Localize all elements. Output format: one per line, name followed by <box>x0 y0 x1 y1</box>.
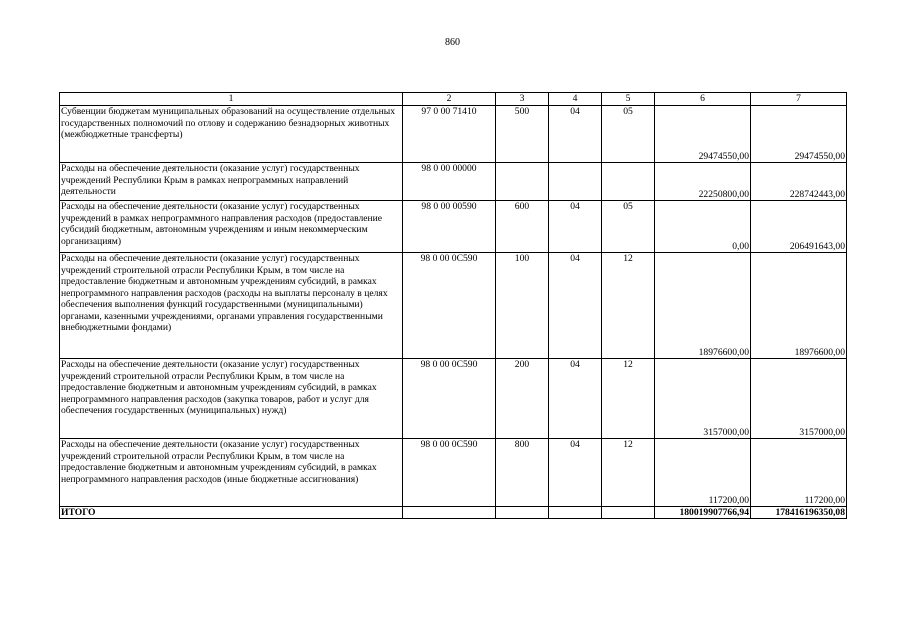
row-subsection: 05 <box>602 106 655 163</box>
total-empty-cell <box>496 507 549 519</box>
row-amount-col6: 29474550,00 <box>655 106 751 163</box>
row-amount-col7: 29474550,00 <box>751 106 847 163</box>
total-amount-col7: 178416196350,08 <box>751 507 847 519</box>
row-expense-type: 500 <box>496 106 549 163</box>
row-name: Расходы на обеспечение деятельности (оказание услуг) государственных учреждений строительной отрасли Республики Крым, в том числе на предоставление бюджетным и автономным учреждениям субсидий, в рамках непрограммного направления расходов (расходы на выплаты персоналу в целях обеспечения выполнения функций государственными (муниципальными) органами, казенными учреждениями, органами управления государственными внебюджетными фондами) <box>60 253 403 359</box>
total-row <box>60 507 847 519</box>
column-header: 5 <box>602 93 655 106</box>
row-amount-col6: 3157000,00 <box>655 359 751 439</box>
row-subsection: 05 <box>602 201 655 253</box>
row-expense-type: 200 <box>496 359 549 439</box>
row-name: Расходы на обеспечение деятельности (оказание услуг) государственных учреждений строительной отрасли Республики Крым, в том числе на предоставление бюджетным и автономным учреждениям субсидий, в рамках непрограммного направления расходов (иные бюджетные ассигнования) <box>60 439 403 507</box>
row-expense-type: 100 <box>496 253 549 359</box>
total-empty-cell <box>602 507 655 519</box>
budget-table <box>59 92 847 519</box>
row-name: Субвенции бюджетам муниципальных образований на осуществление отдельных государственных полномочий по отлову и содержанию безнадзорных животных (межбюджетные трансферты) <box>60 106 403 163</box>
row-amount-col7: 3157000,00 <box>751 359 847 439</box>
row-expense-type: 800 <box>496 439 549 507</box>
page-number: 860 <box>445 37 460 48</box>
row-amount-col6: 117200,00 <box>655 439 751 507</box>
row-amount-col7: 228742443,00 <box>751 163 847 201</box>
row-code: 98 0 00 0С590 <box>403 253 496 359</box>
row-amount-col7: 117200,00 <box>751 439 847 507</box>
row-code: 98 0 00 00590 <box>403 201 496 253</box>
row-code: 98 0 00 0С590 <box>403 359 496 439</box>
row-code: 97 0 00 71410 <box>403 106 496 163</box>
row-amount-col6: 18976600,00 <box>655 253 751 359</box>
table-row <box>60 253 847 359</box>
row-section: 04 <box>549 439 602 507</box>
row-section: 04 <box>549 106 602 163</box>
table-row <box>60 201 847 253</box>
table-row <box>60 359 847 439</box>
row-subsection: 12 <box>602 253 655 359</box>
column-header: 4 <box>549 93 602 106</box>
table-row <box>60 439 847 507</box>
column-header: 3 <box>496 93 549 106</box>
row-section: 04 <box>549 253 602 359</box>
total-label: ИТОГО <box>60 507 403 519</box>
total-empty-cell <box>549 507 602 519</box>
total-amount-col6: 180019907766,94 <box>655 507 751 519</box>
column-header: 7 <box>751 93 847 106</box>
row-code: 98 0 00 0С590 <box>403 439 496 507</box>
row-expense-type: 600 <box>496 201 549 253</box>
row-amount-col6: 0,00 <box>655 201 751 253</box>
row-amount-col6: 22250800,00 <box>655 163 751 201</box>
row-amount-col7: 18976600,00 <box>751 253 847 359</box>
total-empty-cell <box>403 507 496 519</box>
row-expense-type <box>496 163 549 201</box>
row-section: 04 <box>549 359 602 439</box>
row-subsection: 12 <box>602 439 655 507</box>
row-amount-col7: 206491643,00 <box>751 201 847 253</box>
table-row <box>60 106 847 163</box>
row-section <box>549 163 602 201</box>
row-name: Расходы на обеспечение деятельности (оказание услуг) государственных учреждений в рамках непрограммного направления расходов (предоставление субсидий бюджетным, автономным учреждениям и иным некоммерческим организациям) <box>60 201 403 253</box>
row-name: Расходы на обеспечение деятельности (оказание услуг) государственных учреждений Республики Крым в рамках непрограммных направлений деятельности <box>60 163 403 201</box>
column-header: 1 <box>60 93 403 106</box>
row-name: Расходы на обеспечение деятельности (оказание услуг) государственных учреждений строительной отрасли Республики Крым, в том числе на предоставление бюджетным и автономным учреждениям субсидий, в рамках непрограммного направления расходов (закупка товаров, работ и услуг для обеспечения государственных (муниципальных) нужд) <box>60 359 403 439</box>
column-header: 6 <box>655 93 751 106</box>
row-code: 98 0 00 00000 <box>403 163 496 201</box>
row-subsection: 12 <box>602 359 655 439</box>
header-row <box>60 93 847 106</box>
row-section: 04 <box>549 201 602 253</box>
column-header: 2 <box>403 93 496 106</box>
row-subsection <box>602 163 655 201</box>
table-row <box>60 163 847 201</box>
